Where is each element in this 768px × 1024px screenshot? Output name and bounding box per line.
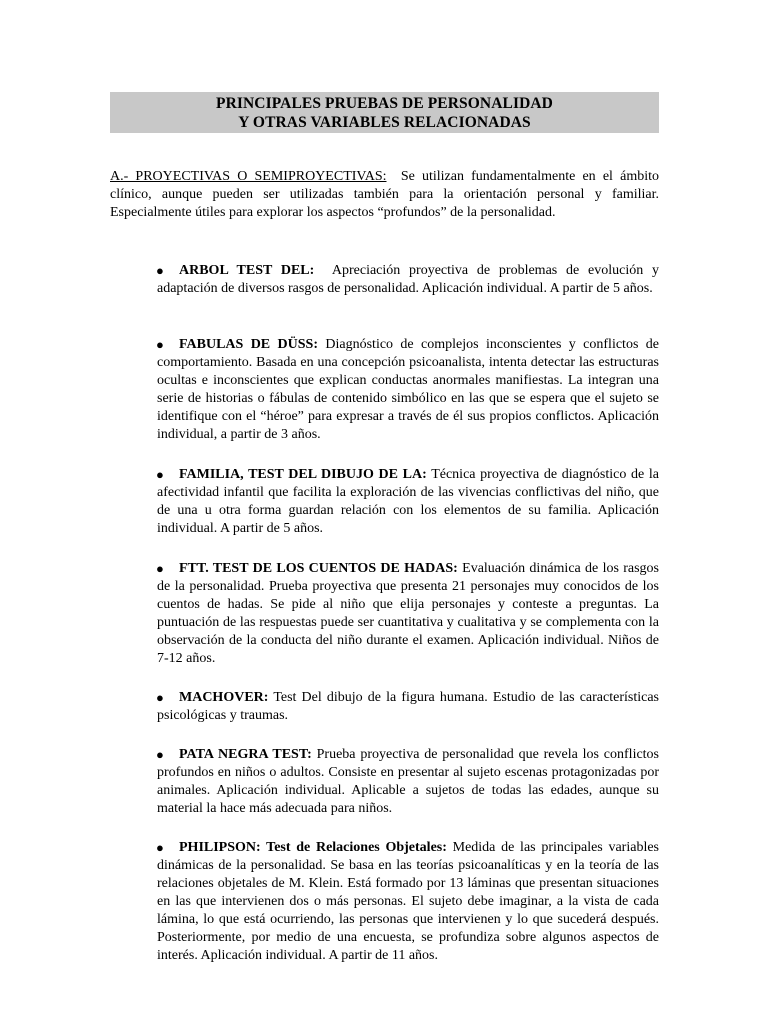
list-item bbox=[157, 839, 659, 965]
item-term: ARBOL TEST DEL: bbox=[179, 263, 315, 278]
item-text: Test Del dibujo de la figura humana. Estudio de las características psicológicas y traumas. bbox=[157, 690, 659, 723]
item-text: Técnica proyectiva de diagnóstico de la afectividad infantil que facilita la exploración de las vivencias conflictivas del niño, que de una u otra forma guardan relación con los elementos de su familia. Aplicación individual. A partir de 5 años. bbox=[157, 467, 659, 536]
item-text: Diagnóstico de complejos inconscientes y conflictos de comportamiento. Basada en una concepción psicoanalista, intenta detectar las estructuras ocultas e inconscientes que explican conductas anormales manifiestas. La integran una serie de historias o fábulas de contenido simbólico en las que se espera que el sujeto se identifique con el “héroe” para expresar a través de él sus propios conflictos. Aplicación individual, a partir de 3 años. bbox=[157, 337, 659, 442]
bullet-icon: ● bbox=[156, 690, 164, 705]
list-item bbox=[157, 262, 659, 298]
document-title bbox=[110, 92, 659, 133]
bullet-icon: ● bbox=[156, 561, 164, 576]
list-item bbox=[157, 560, 659, 668]
list-item bbox=[157, 466, 659, 538]
list-item bbox=[157, 336, 659, 444]
item-term: FAMILIA, TEST DEL DIBUJO DE LA: bbox=[179, 467, 427, 482]
section-a-heading: A.- PROYECTIVAS O SEMIPROYECTIVAS: bbox=[110, 169, 387, 184]
list-item bbox=[157, 746, 659, 818]
bullet-icon: ● bbox=[156, 747, 164, 762]
section-a-intro bbox=[110, 168, 659, 222]
title-line-2: Y OTRAS VARIABLES RELACIONADAS bbox=[238, 114, 531, 131]
section-a-text: Se utilizan fundamentalmente en el ámbito clínico, aunque pueden ser utilizadas también para la orientación personal y familiar. Especialmente útiles para explorar los aspectos “profundos” de la personalidad. bbox=[110, 169, 659, 220]
bullet-icon: ● bbox=[156, 467, 164, 482]
item-text: Apreciación proyectiva de problemas de evolución y adaptación de diversos rasgos de personalidad. Aplicación individual. A partir de 5 años. bbox=[157, 263, 659, 296]
item-term: PATA NEGRA TEST: bbox=[179, 747, 312, 762]
bullet-icon: ● bbox=[156, 263, 164, 278]
item-term: PHILIPSON: Test de Relaciones Objetales: bbox=[179, 840, 447, 855]
item-text: Evaluación dinámica de los rasgos de la personalidad. Prueba proyectiva que presenta 21 personajes muy conocidos de los cuentos de hadas. Se pide al niño que elija personajes y conteste a preguntas. La puntuación de las respuestas puede ser cuantitativa y cualitativa y se complementa con la observación de la conducta del niño durante el examen. Aplicación individual. Niños de 7-12 años. bbox=[157, 561, 659, 666]
list-item bbox=[157, 689, 659, 725]
item-text: Medida de las principales variables dinámicas de la personalidad. Se basa en las teorías psicoanalíticas y en la teoría de las relaciones objetales de M. Klein. Está formado por 13 láminas que presentan situaciones en las que intervienen dos o más personas. El sujeto debe imaginar, a la vista de cada lámina, lo que está ocurriendo, las personas que intervienen y lo que sucederá después. Posteriormente, por medio de una encuesta, se profundiza sobre algunos aspectos de interés. Aplicación individual. A partir de 11 años. bbox=[157, 840, 660, 963]
title-line-1: PRINCIPALES PRUEBAS DE PERSONALIDAD bbox=[216, 95, 553, 112]
item-term: FTT. TEST DE LOS CUENTOS DE HADAS: bbox=[179, 561, 458, 576]
bullet-icon: ● bbox=[156, 840, 164, 855]
item-text: Prueba proyectiva de personalidad que revela los conflictos profundos en niños o adultos. Consiste en presentar al sujeto escenas protagonizadas por animales. Aplicación individual. Aplicable a sujetos de todas las edades, aunque su material la hace más adecuada para niños. bbox=[157, 747, 660, 816]
bullet-icon: ● bbox=[156, 337, 164, 352]
item-term: FABULAS DE DÜSS: bbox=[179, 337, 318, 352]
item-term: MACHOVER: bbox=[179, 690, 269, 705]
